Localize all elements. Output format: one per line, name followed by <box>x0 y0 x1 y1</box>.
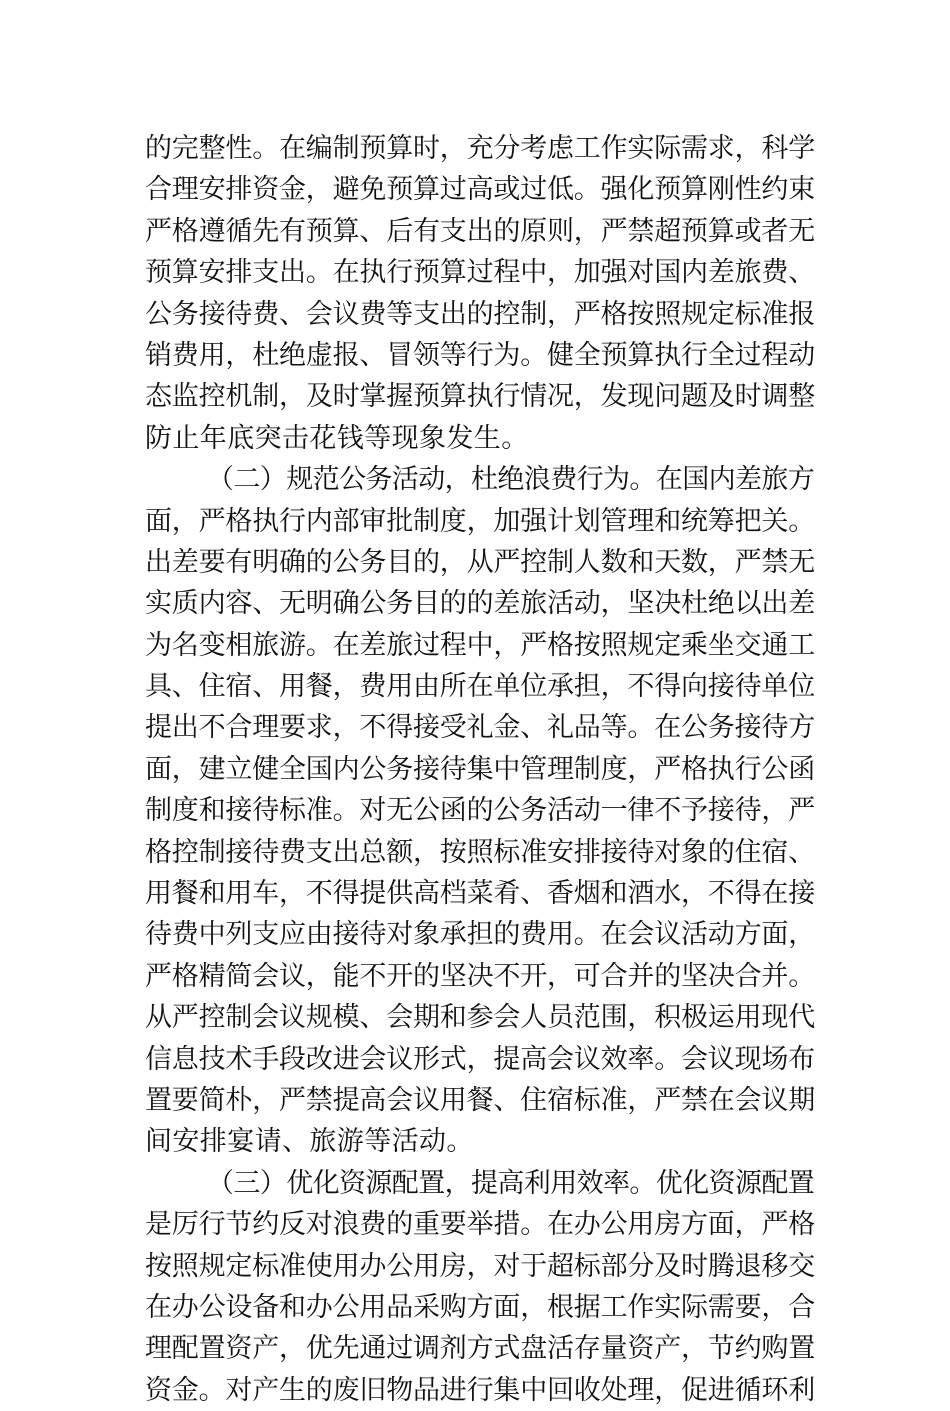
text-line: 具、住宿、用餐，费用由所在单位承担，不得向接待单位 <box>145 671 815 703</box>
text-line: 严格精简会议，能不开的坚决不开，可合并的坚决合并。 <box>145 960 815 992</box>
text-line: 置要简朴，严禁提高会议用餐、住宿标准，严禁在会议期 <box>145 1084 815 1116</box>
text-line: 待费中列支应由接待对象承担的费用。在会议活动方面， <box>145 919 815 951</box>
text-line: 格控制接待费支出总额，按照标准安排接待对象的住宿、 <box>145 836 815 868</box>
text-line: 防止年底突击花钱等现象发生。 <box>145 422 529 454</box>
text-line: 在办公设备和办公用品采购方面，根据工作实际需要，合 <box>145 1291 815 1323</box>
text-line: 按照规定标准使用办公用房，对于超标部分及时腾退移交 <box>145 1250 815 1282</box>
text-line: 是厉行节约反对浪费的重要举措。在办公用房方面，严格 <box>145 1209 815 1241</box>
text-line: 合理安排资金，避免预算过高或过低。强化预算刚性约束 <box>145 174 815 206</box>
text-line: 用餐和用车，不得提供高档菜肴、香烟和酒水，不得在接 <box>145 878 815 910</box>
text-line: 理配置资产，优先通过调剂方式盘活存量资产，节约购置 <box>145 1333 815 1365</box>
text-line: 面，建立健全国内公务接待集中管理制度，严格执行公函 <box>145 753 815 785</box>
text-line: 出差要有明确的公务目的，从严控制人数和天数，严禁无 <box>145 546 815 578</box>
text-line: 实质内容、无明确公务目的的差旅活动，坚决杜绝以出差 <box>145 588 815 620</box>
document-body <box>145 128 815 1411</box>
text-line: 资金。对产生的废旧物品进行集中回收处理，促进循环利 <box>145 1374 815 1406</box>
text-line: 面，严格执行内部审批制度，加强计划管理和统筹把关。 <box>145 505 815 537</box>
text-line: 为名变相旅游。在差旅过程中，严格按照规定乘坐交通工 <box>145 629 815 661</box>
text-line: 提出不合理要求，不得接受礼金、礼品等。在公务接待方 <box>145 712 815 744</box>
text-line: 严格遵循先有预算、后有支出的原则，严禁超预算或者无 <box>145 215 815 247</box>
text-line: 制度和接待标准。对无公函的公务活动一律不予接待，严 <box>145 795 815 827</box>
section-heading-line: （二）规范公务活动，杜绝浪费行为。在国内差旅方 <box>207 464 815 496</box>
text-line: 预算安排支出。在执行预算过程中，加强对国内差旅费、 <box>145 257 815 289</box>
text-line: 从严控制会议规模、会期和参会人员范围，积极运用现代 <box>145 1002 815 1034</box>
section-heading-line: （三）优化资源配置，提高利用效率。优化资源配置 <box>207 1167 815 1199</box>
text-line: 间安排宴请、旅游等活动。 <box>145 1126 474 1158</box>
text-line: 的完整性。在编制预算时，充分考虑工作实际需求，科学 <box>145 133 815 164</box>
text-line: 信息技术手段改进会议形式，提高会议效率。会议现场布 <box>145 1043 815 1075</box>
text-line: 态监控机制，及时掌握预算执行情况，发现问题及时调整 <box>145 381 815 413</box>
text-line: 公务接待费、会议费等支出的控制，严格按照规定标准报 <box>145 298 815 330</box>
text-line: 销费用，杜绝虚报、冒领等行为。健全预算执行全过程动 <box>145 339 815 371</box>
